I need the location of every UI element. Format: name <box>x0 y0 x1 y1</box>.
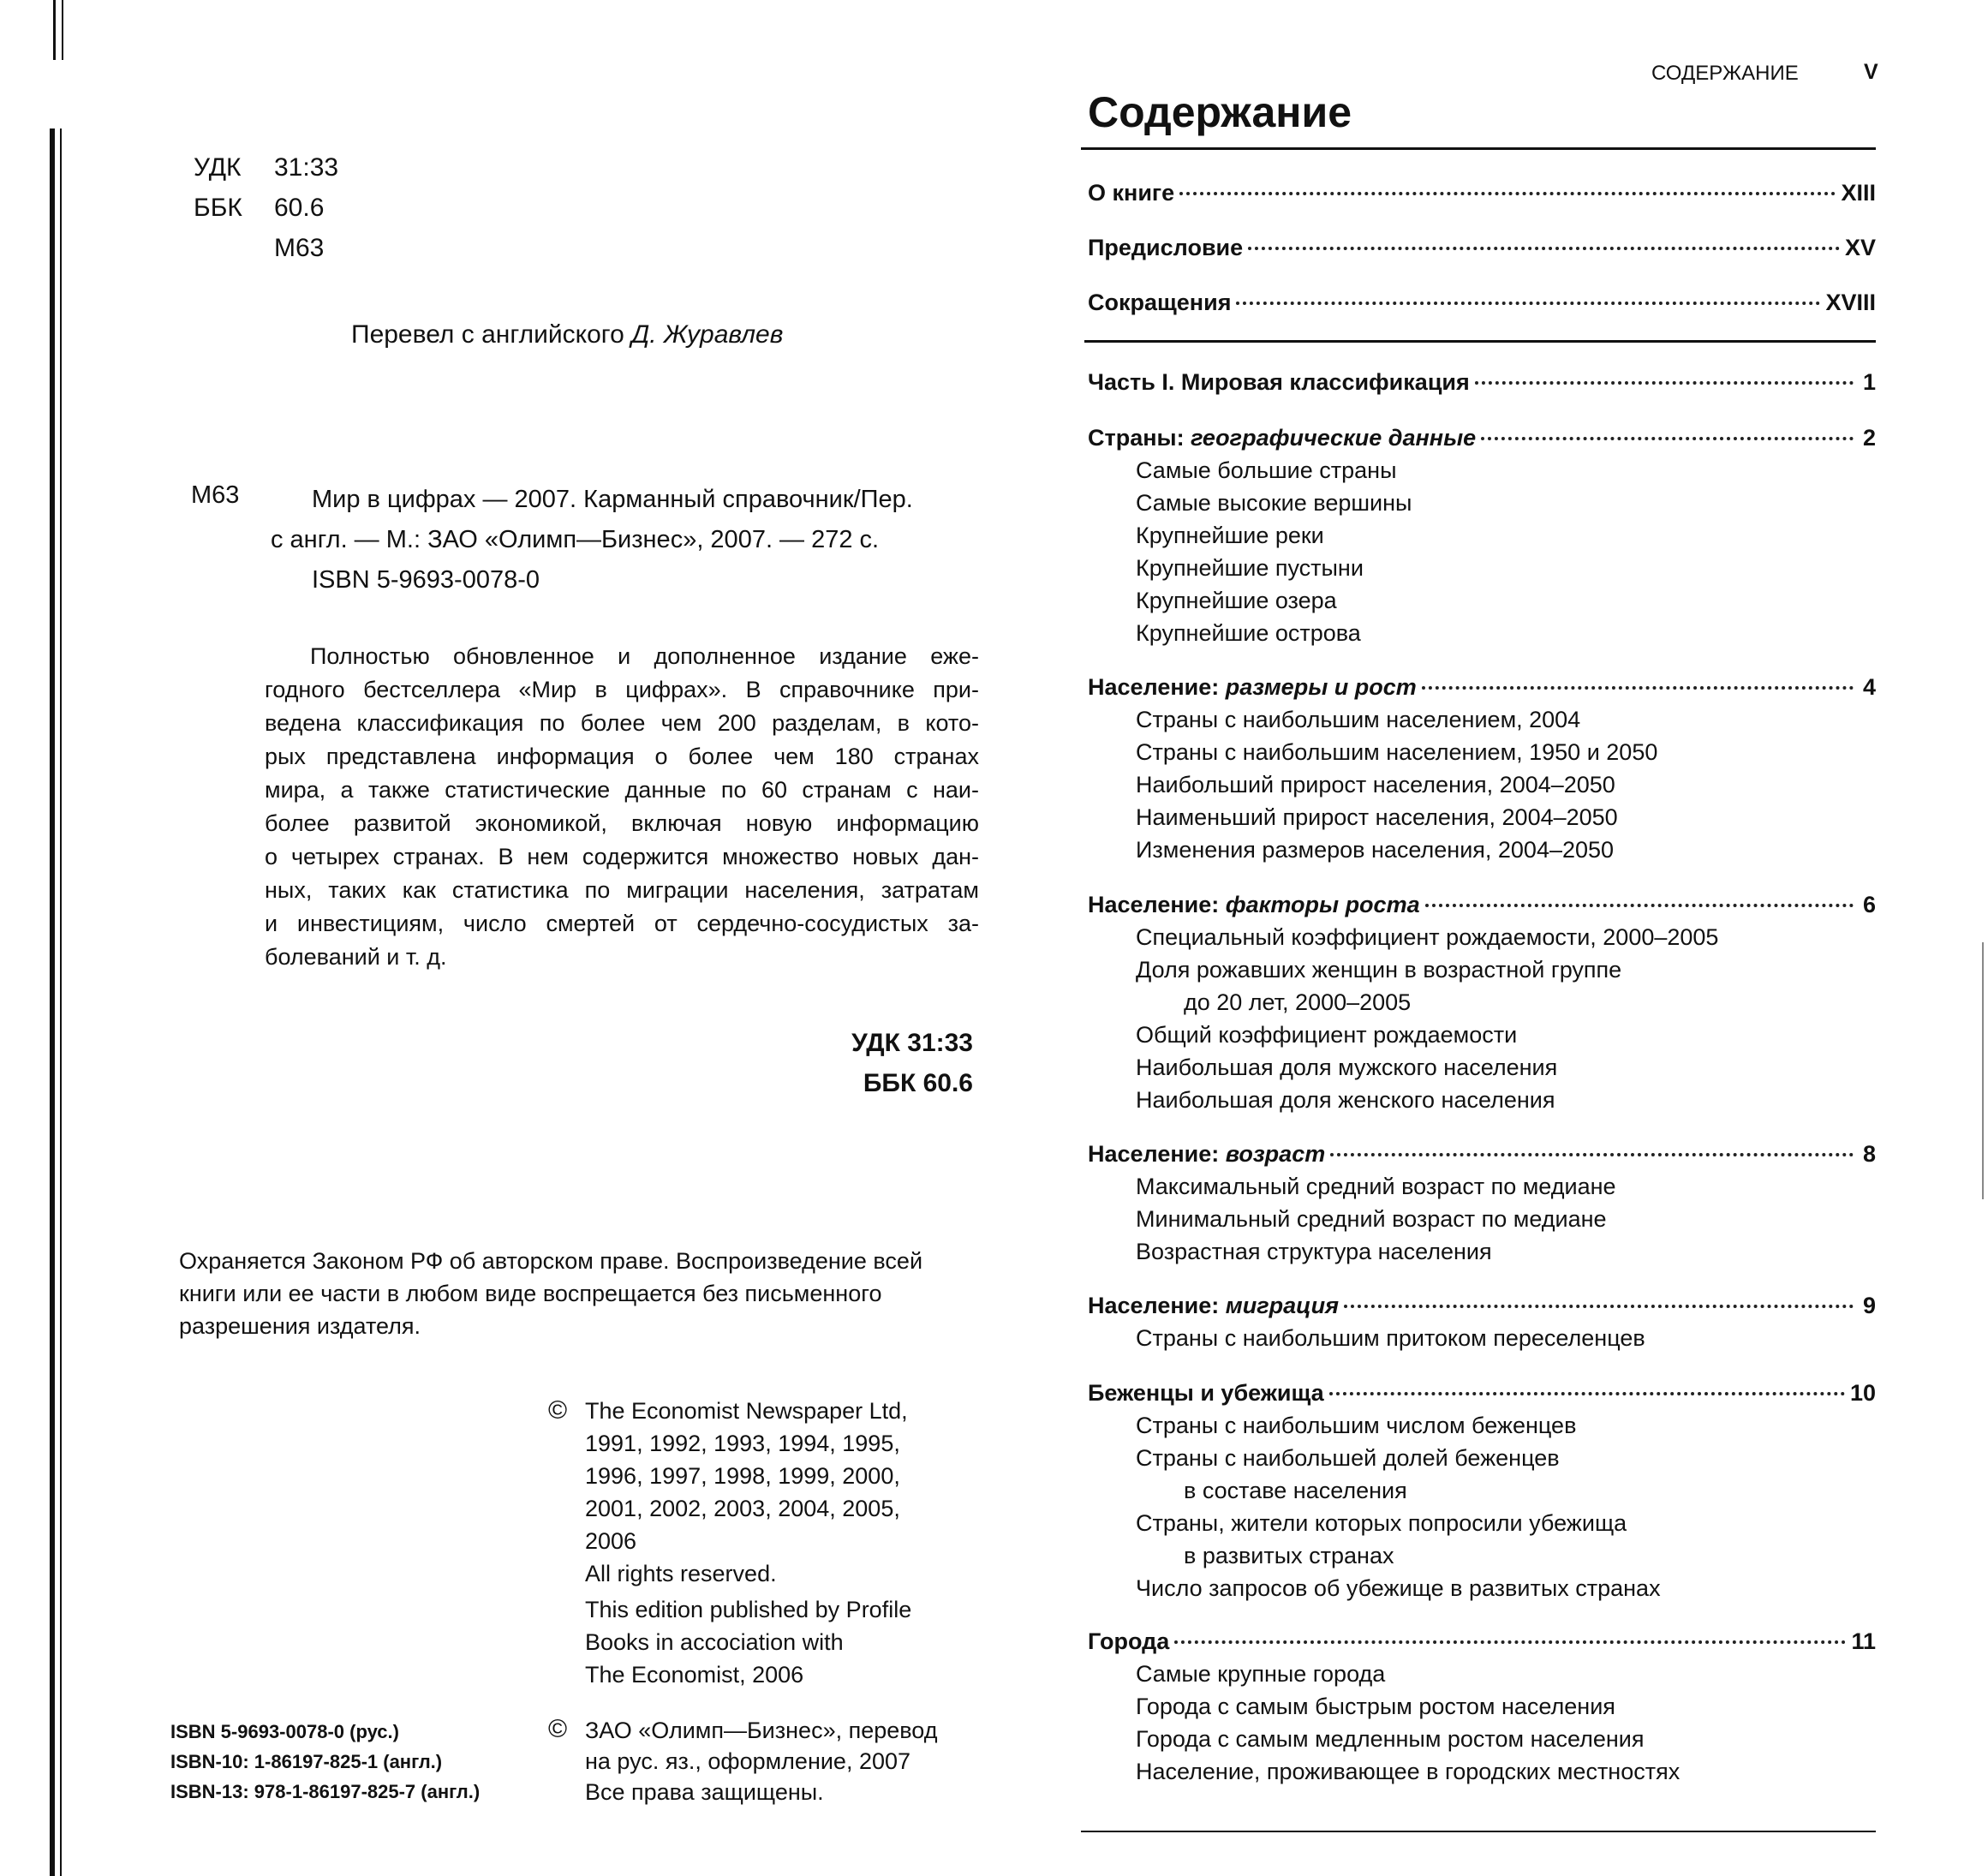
toc-entry-label: Сокращения <box>1088 290 1232 315</box>
toc-subentry[interactable]: Страны с наибольшим населением, 2004 <box>1136 707 1581 732</box>
udk-row <box>194 147 338 188</box>
toc-section-label: Население: <box>1088 674 1226 700</box>
toc-subentry[interactable]: Максимальный средний возраст по медиане <box>1136 1174 1616 1199</box>
dot-leader <box>1248 247 1840 250</box>
law-line: книги или ее части в любом виде воспрещается без письменного <box>179 1281 882 1306</box>
ref-line: с англ. — М.: ЗАО «Олимп—Бизнес», 2007. — 272 с. <box>271 526 880 553</box>
toc-page-number: 4 <box>1862 674 1876 700</box>
binding-edge-line <box>53 0 56 60</box>
ref-line: ISBN 5-9693-0078-0 <box>312 566 540 594</box>
toc-page-number: XV <box>1844 235 1876 260</box>
annotation-line: ведена классификация по более чем 200 разделам, в кото- <box>265 710 979 736</box>
toc-subentry[interactable]: Возрастная структура населения <box>1136 1239 1492 1264</box>
dot-leader <box>1330 1153 1854 1156</box>
toc-section <box>1088 1289 1876 1354</box>
udk-bold: УДК 31:33 <box>851 1029 973 1057</box>
toc-entry-preface[interactable] <box>1088 220 1876 275</box>
toc-subentry[interactable]: Общий коэффициент рождаемости <box>1136 1022 1518 1048</box>
toc-page-number: 1 <box>1862 369 1876 395</box>
toc-subentry[interactable]: Страны, жители которых попросили убежища <box>1136 1510 1627 1536</box>
isbn-line: ISBN-13: 978-1-86197-825-7 (англ.) <box>170 1781 481 1802</box>
toc-subentry[interactable]: Крупнейшие реки <box>1136 523 1324 548</box>
toc-section-label: Страны: <box>1088 425 1191 451</box>
author-mark-key <box>194 228 274 268</box>
toc-section-subject: географические данные <box>1191 425 1477 451</box>
ref-line: Мир в цифрах — 2007. Карманный справочник/Пер. <box>312 486 913 513</box>
bibliographic-record <box>271 480 913 600</box>
bbk-bold: ББК 60.6 <box>863 1069 973 1097</box>
dot-leader <box>1481 437 1854 440</box>
bbk-row <box>194 188 338 228</box>
toc-subentry[interactable]: Страны с наибольшим притоком переселенцев <box>1136 1325 1645 1351</box>
toc-section-heading[interactable] <box>1088 671 1876 703</box>
toc-subentry[interactable]: Крупнейшие острова <box>1136 620 1361 646</box>
page-number: V <box>1864 60 1878 84</box>
copyright-line: The Economist, 2006 <box>585 1662 804 1688</box>
toc-subentry[interactable]: Страны с наибольшим населением, 1950 и 2050 <box>1136 739 1658 765</box>
ref-code: М63 <box>191 481 240 509</box>
udk-key: УДК <box>194 153 242 182</box>
toc-section-heading[interactable] <box>1088 888 1876 921</box>
toc-section <box>1088 366 1876 398</box>
annotation-line: мира, а также статистические данные по 60 странам с наи- <box>265 777 979 803</box>
annotation-line: о четырех странах. В нем содержится множество новых дан- <box>265 844 979 869</box>
toc-page-number: 10 <box>1849 1380 1876 1406</box>
toc-section-subject: размеры и рост <box>1225 674 1417 700</box>
bottom-rule <box>1081 1831 1876 1832</box>
toc-subentry[interactable]: Число запросов об убежище в развитых странах <box>1136 1575 1661 1601</box>
dot-leader <box>1179 192 1836 195</box>
toc-subentry[interactable]: Города с самым медленным ростом населения <box>1136 1726 1645 1752</box>
translator-line <box>351 320 783 350</box>
toc-section-label: Население: <box>1088 1141 1226 1167</box>
copyright-line: Books in accociation with <box>585 1629 844 1655</box>
toc-subentry[interactable]: Наибольшая доля женского населения <box>1136 1087 1555 1113</box>
toc-section-label: Население: <box>1088 892 1226 917</box>
binding-edge-line <box>60 128 62 1876</box>
copyright-line: This edition published by Profile <box>585 1597 912 1622</box>
page-title: Содержание <box>1088 88 1352 136</box>
dot-leader <box>1329 1392 1845 1395</box>
toc-front-matter <box>1088 165 1876 330</box>
annotation-line: годного бестселлера «Мир в цифрах». В справочнике при- <box>265 677 979 702</box>
toc-section-label: Города <box>1088 1628 1170 1654</box>
toc-section-heading[interactable] <box>1088 366 1876 398</box>
copyright-line: All rights reserved. <box>585 1561 777 1586</box>
toc-section-heading[interactable] <box>1088 1625 1876 1658</box>
toc-subentry[interactable]: Наименьший прирост населения, 2004–2050 <box>1136 804 1618 830</box>
toc-subentry[interactable]: Население, проживающее в городских местностях <box>1136 1759 1681 1784</box>
toc-section-heading[interactable] <box>1088 1377 1876 1409</box>
toc-page-number: 8 <box>1862 1141 1876 1167</box>
copyright-line: 2006 <box>585 1528 637 1554</box>
toc-subentry[interactable]: Изменения размеров населения, 2004–2050 <box>1136 837 1615 863</box>
toc-subentry[interactable]: Крупнейшие озера <box>1136 588 1337 613</box>
toc-entry-abbreviations[interactable] <box>1088 275 1876 330</box>
copyright-line: 1996, 1997, 1998, 1999, 2000, <box>585 1463 900 1489</box>
toc-subentry[interactable]: Города с самым быстрым ростом населения <box>1136 1694 1615 1719</box>
toc-section <box>1088 1377 1876 1604</box>
toc-page-number: XVIII <box>1825 290 1876 315</box>
toc-subentry[interactable]: Крупнейшие пустыни <box>1136 555 1364 581</box>
toc-subentry[interactable]: в составе населения <box>1184 1478 1407 1503</box>
copyright-line: Все права защищены. <box>585 1779 824 1805</box>
copyright-line: 2001, 2002, 2003, 2004, 2005, <box>585 1496 900 1521</box>
toc-entry-label: Предисловие <box>1088 235 1244 260</box>
toc-subentry[interactable]: Доля рожавших женщин в возрастной группе <box>1136 957 1622 983</box>
annotation-line: рых представлена информация о более чем 180 странах <box>265 744 979 769</box>
isbn-line: ISBN-10: 1-86197-825-1 (англ.) <box>170 1751 443 1772</box>
section-rule <box>1084 340 1876 343</box>
translator-name: Д. Журавлев <box>631 320 784 349</box>
toc-section <box>1088 421 1876 649</box>
toc-page-number: 9 <box>1862 1293 1876 1318</box>
toc-section <box>1088 671 1876 866</box>
copyright-line: The Economist Newspaper Ltd, <box>585 1398 908 1424</box>
annotation-line: более развитой экономикой, включая новую информацию <box>265 810 979 836</box>
copyright-english <box>585 1395 911 1691</box>
toc-subentry[interactable]: Страны с наибольшей долей беженцев <box>1136 1445 1560 1471</box>
toc-section-subject: возраст <box>1225 1141 1326 1167</box>
annotation-paragraph <box>265 640 979 974</box>
toc-subentry[interactable]: Самые высокие вершины <box>1136 490 1412 516</box>
toc-page-number: 2 <box>1862 425 1876 451</box>
toc-subentry[interactable]: Специальный коэффициент рождаемости, 2000–2005 <box>1136 924 1719 950</box>
dot-leader <box>1174 1640 1846 1644</box>
title-rule <box>1081 147 1876 150</box>
toc-page-number: XIII <box>1841 180 1876 206</box>
copyright-line: 1991, 1992, 1993, 1994, 1995, <box>585 1431 900 1456</box>
annotation-line: болеваний и т. д. <box>265 944 447 970</box>
dot-leader <box>1236 302 1820 305</box>
law-line: разрешения издателя. <box>179 1313 421 1339</box>
toc-subentry[interactable]: Самые большие страны <box>1136 457 1397 483</box>
toc-subentry[interactable]: Наибольший прирост населения, 2004–2050 <box>1136 772 1615 798</box>
toc-section-subject: миграция <box>1225 1293 1339 1318</box>
author-mark-value: М63 <box>274 234 325 262</box>
bbk-key: ББК <box>194 194 242 222</box>
dot-leader <box>1422 686 1854 690</box>
toc-entry-label: О книге <box>1088 180 1175 206</box>
author-mark-row <box>194 228 338 268</box>
toc-section-heading[interactable] <box>1088 421 1876 454</box>
toc-section <box>1088 888 1876 1116</box>
toc-section <box>1088 1625 1876 1788</box>
dot-leader <box>1344 1305 1854 1308</box>
bbk-value: 60.6 <box>274 194 325 222</box>
binding-edge-line <box>62 0 63 60</box>
toc-section-subject: факторы роста <box>1225 892 1420 917</box>
toc-section-label: Беженцы и убежища <box>1088 1380 1324 1406</box>
copyright-law-notice <box>179 1245 922 1342</box>
copyright-line: ЗАО «Олимп—Бизнес», перевод <box>585 1718 938 1743</box>
copyright-symbol: © <box>548 1396 568 1425</box>
page-edge-line <box>1982 942 1984 1199</box>
toc-subentry[interactable]: Минимальный средний возраст по медиане <box>1136 1206 1607 1232</box>
copyright-russian <box>585 1715 937 1807</box>
toc-subentry[interactable]: в развитых странах <box>1184 1543 1394 1568</box>
annotation-line: Полностью обновленное и дополненное издание еже- <box>310 643 979 669</box>
toc-subentry[interactable]: Наибольшая доля мужского населения <box>1136 1055 1558 1080</box>
toc-section-heading[interactable] <box>1088 1289 1876 1322</box>
toc-subentry[interactable]: Страны с наибольшим числом беженцев <box>1136 1413 1577 1438</box>
toc-section <box>1088 1138 1876 1268</box>
dot-leader <box>1425 904 1854 907</box>
toc-subentry[interactable]: до 20 лет, 2000–2005 <box>1184 989 1412 1015</box>
toc-entry-about[interactable] <box>1088 165 1876 220</box>
running-head: СОДЕРЖАНИЕ <box>1651 62 1799 85</box>
toc-subentry[interactable]: Самые крупные города <box>1136 1661 1386 1687</box>
toc-page-number: 6 <box>1862 892 1876 917</box>
annotation-line: ных, таких как статистика по миграции населения, затратам <box>265 877 979 903</box>
isbn-block <box>170 1717 480 1807</box>
udk-value: 31:33 <box>274 153 339 182</box>
classification-block <box>194 147 338 268</box>
dot-leader <box>1475 381 1854 385</box>
toc-section-label: Население: <box>1088 1293 1226 1318</box>
law-line: Охраняется Законом РФ об авторском праве. Воспроизведение всей <box>179 1248 923 1274</box>
toc-page-number: 11 <box>1851 1628 1876 1654</box>
annotation-line: и инвестициям, число смертей от сердечно-сосудистых за- <box>265 911 979 936</box>
binding-edge-line <box>50 128 55 1876</box>
toc-section-label: Часть I. Мировая классификация <box>1088 369 1470 395</box>
toc-section-heading[interactable] <box>1088 1138 1876 1170</box>
isbn-line: ISBN 5-9693-0078-0 (рус.) <box>170 1721 399 1742</box>
copyright-line: на рус. яз., оформление, 2007 <box>585 1748 911 1774</box>
translator-prefix: Перевел с английского <box>351 320 624 349</box>
copyright-symbol: © <box>548 1715 568 1743</box>
